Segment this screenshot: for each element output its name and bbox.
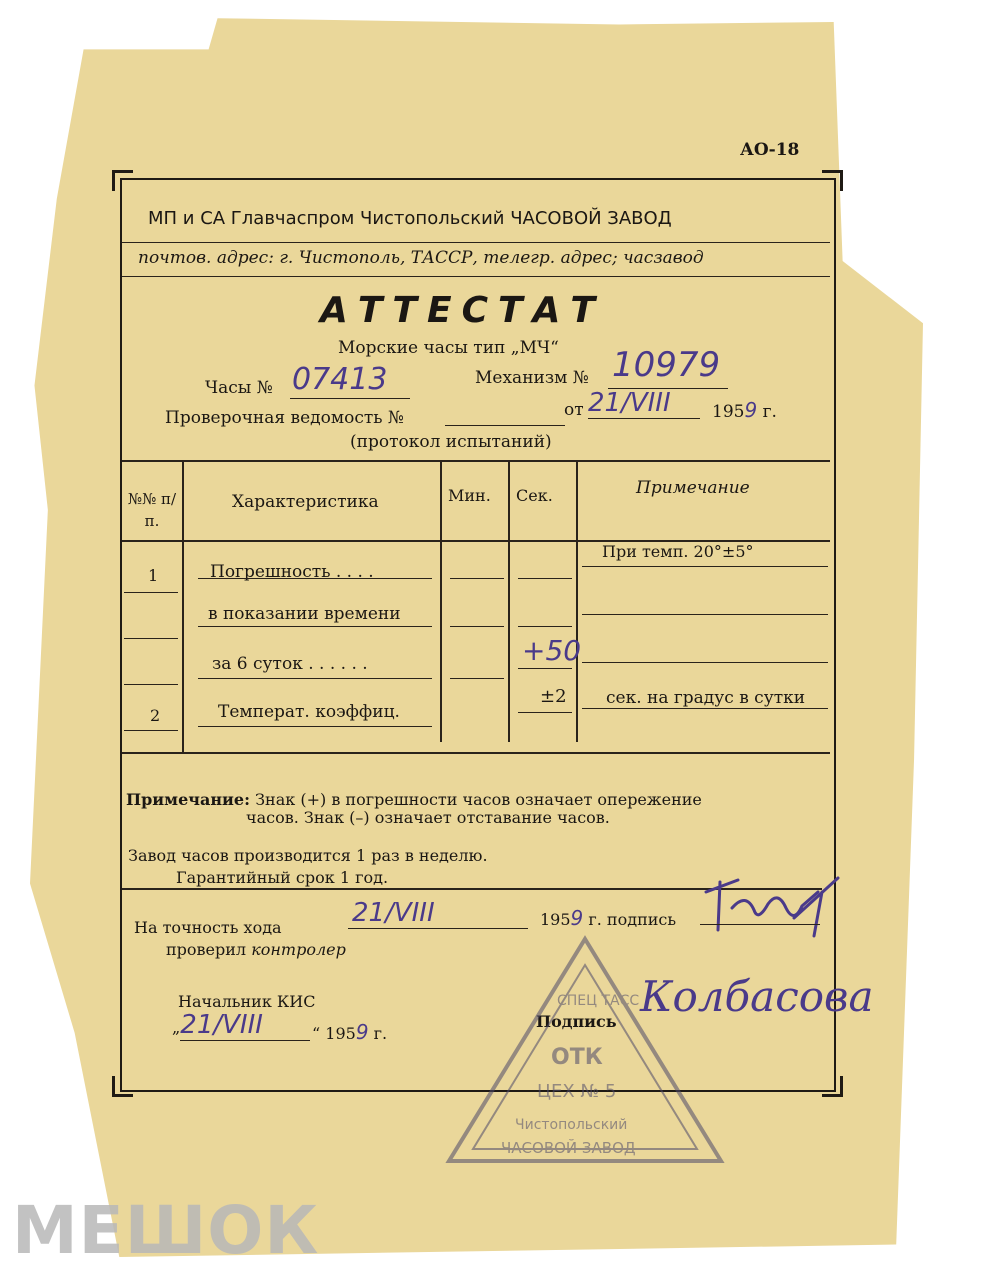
row-rule [450, 626, 504, 627]
chief-label: Начальник КИС [178, 992, 316, 1011]
table-bottom-border [122, 752, 830, 754]
underline [700, 924, 820, 925]
year-prefix: 195 [540, 910, 571, 929]
accuracy-date: 21/VIII [352, 898, 435, 928]
notes-line-1 [126, 790, 702, 809]
stamp-line-2: ЧАСОВОЙ ЗАВОД [501, 1139, 636, 1157]
frame-corner [112, 1076, 133, 1097]
row-rule [450, 578, 504, 579]
year-digit: 9 [744, 398, 758, 422]
watch-label: Часы № [205, 378, 273, 398]
year-digit: 9 [355, 1020, 369, 1044]
chief-signature: Колбасова [640, 972, 874, 1021]
divider [122, 276, 830, 277]
notes-text-1: Знак (+) в погрешности часов означает опережение [255, 790, 702, 809]
row-rule [124, 638, 178, 639]
table-row-4-characteristic: Температ. коэффиц. [218, 702, 400, 722]
protocol-year [712, 398, 777, 422]
notes-label: Примечание: [126, 790, 250, 809]
row-rule [198, 626, 432, 627]
row-rule [124, 730, 178, 731]
document-subtitle: Морские часы тип „МЧ“ [338, 338, 559, 358]
table-row-1-remark: При темп. 20°±5° [602, 542, 754, 561]
warranty-note: Гарантийный срок 1 год. [176, 868, 389, 887]
table-row-1-characteristic: Погрешность . . . . [210, 562, 374, 582]
mechanism-number: 10979 [612, 345, 721, 385]
table-row-4-num: 2 [150, 706, 161, 725]
stamp-workshop: ЦЕХ № 5 [537, 1081, 617, 1102]
row-rule [582, 662, 828, 663]
table-row-3-sec: +50 [522, 634, 582, 667]
frame-corner [112, 170, 133, 191]
table-column-divider [440, 462, 442, 742]
table-column-divider [576, 462, 578, 742]
stamp-line-1: Чистопольский [515, 1117, 628, 1133]
underline [180, 1040, 310, 1041]
row-rule [518, 668, 572, 669]
chief-date-row [172, 1010, 263, 1040]
year-suffix: г. [373, 1024, 388, 1043]
quote-mark: “ [312, 1024, 326, 1043]
stamp-top-text: СПЕЦ ТАСС [557, 993, 640, 1009]
header-line-2: почтов. адрес: г. Чистополь, ТАССР, телегр. адрес; часзавод [138, 248, 704, 268]
mechanism-label: Механизм № [475, 368, 589, 388]
table-row-1-num: 1 [148, 566, 159, 585]
frame-corner [822, 170, 843, 191]
table-header-characteristic: Характеристика [232, 492, 379, 512]
chief-year [312, 1020, 387, 1044]
table-header-sec: Сек. [516, 486, 553, 505]
table-header-min: Мин. [448, 486, 491, 505]
year-suffix: г. [762, 402, 777, 422]
underline [445, 425, 565, 426]
underline [290, 398, 410, 399]
document-title: АТТЕСТАТ [320, 290, 605, 331]
year-suffix: г. подпись [588, 910, 677, 929]
row-rule [518, 626, 572, 627]
quote-mark: „ [172, 1018, 181, 1037]
row-rule [582, 566, 828, 567]
protocol-from-label: от [564, 400, 584, 420]
signature-label: Подпись [536, 1012, 617, 1031]
table-header-remark: Примечание [636, 478, 750, 498]
row-rule [582, 708, 828, 709]
checked-text: проверил [166, 940, 247, 959]
table-row-4-sec: ±2 [540, 686, 567, 707]
frame-corner [822, 1076, 843, 1097]
row-rule [450, 678, 504, 679]
row-rule [124, 684, 178, 685]
row-rule [198, 678, 432, 679]
header-line-1: МП и СА Главчаспром Чистопольский ЧАСОВОЙ ЗАВОД [148, 208, 672, 229]
watermark: МЕШОК [12, 1192, 320, 1269]
row-rule [198, 578, 432, 579]
chief-date: 21/VIII [180, 1010, 263, 1040]
row-rule [582, 614, 828, 615]
divider [122, 242, 830, 243]
table-column-divider [182, 462, 184, 752]
form-code: АО-18 [740, 140, 800, 160]
underline [588, 418, 700, 419]
table-column-divider [508, 462, 510, 742]
accuracy-label: На точность хода [134, 918, 282, 937]
year-prefix: 195 [712, 402, 745, 422]
year-digit: 9 [570, 906, 584, 930]
checked-label [166, 940, 346, 959]
table-row-2-characteristic: в показании времени [208, 604, 401, 624]
table-header-num: №№ п/п. [127, 490, 177, 530]
protocol-label: Проверочная ведомость № [165, 408, 404, 428]
protocol-note: (протокол испытаний) [350, 432, 552, 452]
table-row-4-remark: сек. на градус в сутки [606, 688, 806, 708]
stamp-otk: ОТК [551, 1045, 603, 1070]
year-prefix: 195 [325, 1024, 356, 1043]
protocol-date: 21/VIII [588, 388, 671, 418]
table-top-border [122, 460, 830, 462]
row-rule [198, 726, 432, 727]
notes-line-2: часов. Знак (–) означает отставание часов. [246, 808, 610, 827]
row-rule [518, 712, 572, 713]
underline [348, 928, 528, 929]
watch-number: 07413 [292, 362, 388, 397]
row-rule [518, 578, 572, 579]
accuracy-year [540, 906, 676, 930]
otk-stamp [445, 935, 725, 1170]
controller-text: контролер [251, 940, 346, 959]
table-row-3-characteristic: за 6 суток . . . . . . [212, 654, 368, 674]
winding-note: Завод часов производится 1 раз в неделю. [128, 846, 488, 865]
row-rule [124, 592, 178, 593]
